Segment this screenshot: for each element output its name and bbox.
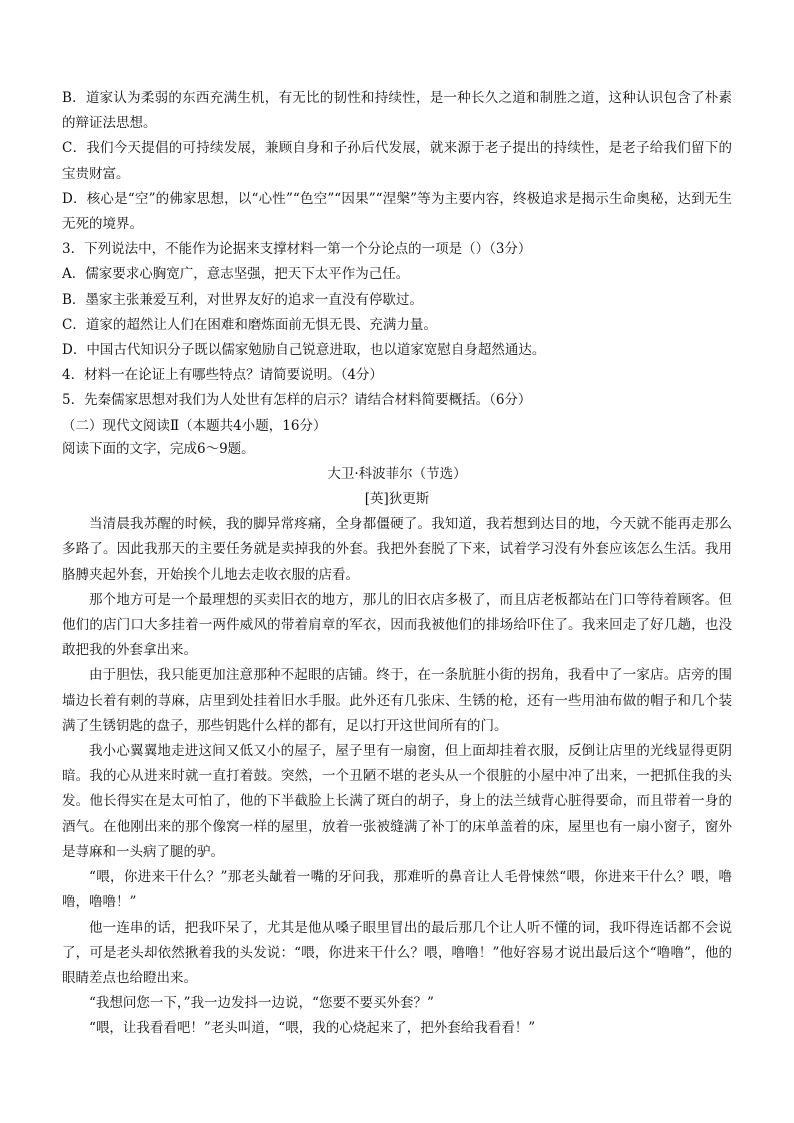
passage-paragraph: “我想问您一下，”我一边发抖一边说，“您要不要买外套？” <box>89 995 434 1012</box>
passage-author: [英]狄更斯 <box>364 491 430 508</box>
option-3a: A．儒家要求心胸宽广，意志坚强，把天下太平作为己任。 <box>62 266 410 283</box>
exam-page <box>62 86 732 1042</box>
passage-paragraph: 当清晨我苏醒的时候，我的脚异常疼痛，全身都僵硬了。我知道，我若想到达目的地，今天就不能再走那么多路了。因此我那天的主要任务就是卖掉我的外套。我把外套脱了下来，试着学习没有外套应该怎么生活。我用胳膊夹起外套，开始挨个儿地去走收衣服的店看。 <box>62 516 732 583</box>
option-3d: D．中国古代知识分子既以儒家勉励自己锐意进取，也以道家宽慰自身超然通达。 <box>62 342 546 359</box>
passage-title: 大卫·科波菲尔（节选） <box>327 465 467 482</box>
option-3c: C．道家的超然让人们在困难和磨炼面前无惧无畏、充满力量。 <box>62 316 437 333</box>
section-heading: （二）现代文阅读Ⅱ（本题共4小题，16分） <box>62 417 327 434</box>
passage-paragraph: “喂，你进来干什么？”那老头龇着一嘴的牙问我，那难听的鼻音让人毛骨悚然“喂，你进来干什么？喂，噜噜，噜噜！” <box>62 869 732 911</box>
question-4: 4．材料一在论证上有哪些特点？请简要说明。（4分） <box>62 367 383 384</box>
section-instruction: 阅读下面的文字，完成6～9题。 <box>62 440 255 457</box>
passage-paragraph: 他一连串的话，把我吓呆了，尤其是他从嗓子眼里冒出的最后那几个让人听不懂的词，我吓得连话都不会说了，可是老头却依然揪着我的头发说：“喂，你进来干什么？喂，噜噜！”他好容易才说出最后这个“噜噜”，他的眼睛差点也给瞪出来。 <box>62 919 732 986</box>
passage-paragraph: 由于胆怯，我只能更加注意那种不起眼的店铺。终于，在一条肮脏小街的拐角，我看中了一家店。店旁的围墙边长着有刺的荨麻，店里到处挂着旧水手服。此外还有几张床、生锈的枪，还有一些用油布做的帽子和几个装满了生锈钥匙的盘子，那些钥匙什么样的都有，足以打开这世间所有的门。 <box>62 667 732 734</box>
option-2d: D．核心是“空”的佛家思想，以“心性”“色空”“因果”“涅槃”等为主要内容，终极追求是揭示生命奥秘，达到无生无死的境界。 <box>62 190 732 233</box>
option-3b: B．墨家主张兼爱互利，对世界友好的追求一直没有停歇过。 <box>62 291 423 308</box>
passage-paragraph: 我小心翼翼地走进这间又低又小的屋子，屋子里有一扇窗，但上面却挂着衣服，反倒让店里的光线显得更阴暗。我的心从进来时就一直打着鼓。突然，一个丑陋不堪的老头从一个很脏的小屋中冲了出来，一把抓住我的头发。他长得实在是太可怕了，他的下半截脸上长满了斑白的胡子，身上的法兰绒背心脏得要命，而且带着一身的酒气。在他刚出来的那个像窝一样的屋里，放着一张被缝满了补丁的床单盖着的床，屋里也有一扇小窗子，窗外是荨麻和一头病了腿的驴。 <box>62 743 732 860</box>
question-3-stem: 3．下列说法中，不能作为论据来支撑材料一第一个分论点的一项是（）（3分） <box>62 241 532 258</box>
option-2c: C．我们今天提倡的可持续发展，兼顾自身和子孙后代发展，就来源于老子提出的持续性，是老子给我们留下的宝贵财富。 <box>62 140 732 182</box>
question-5: 5．先秦儒家思想对我们为人处世有怎样的启示？请结合材料简要概括。（6分） <box>62 392 532 409</box>
passage-paragraph: “喂，让我看看吧！”老头叫道，“喂，我的心烧起来了，把外套给我看看！” <box>89 1020 536 1037</box>
passage-paragraph: 那个地方可是一个最理想的买卖旧衣的地方，那儿的旧衣店多极了，而且店老板都站在门口等待着顾客。但他们的店门口大多挂着一两件威风的带着肩章的军衣，因而我被他们的排场给吓住了。我来回走了好几趟，也没敢把我的外套拿出来。 <box>62 591 732 659</box>
option-2b: B．道家认为柔弱的东西充满生机，有无比的韧性和持续性，是一种长久之道和制胜之道，这种认识包含了朴素的辩证法思想。 <box>62 90 732 132</box>
